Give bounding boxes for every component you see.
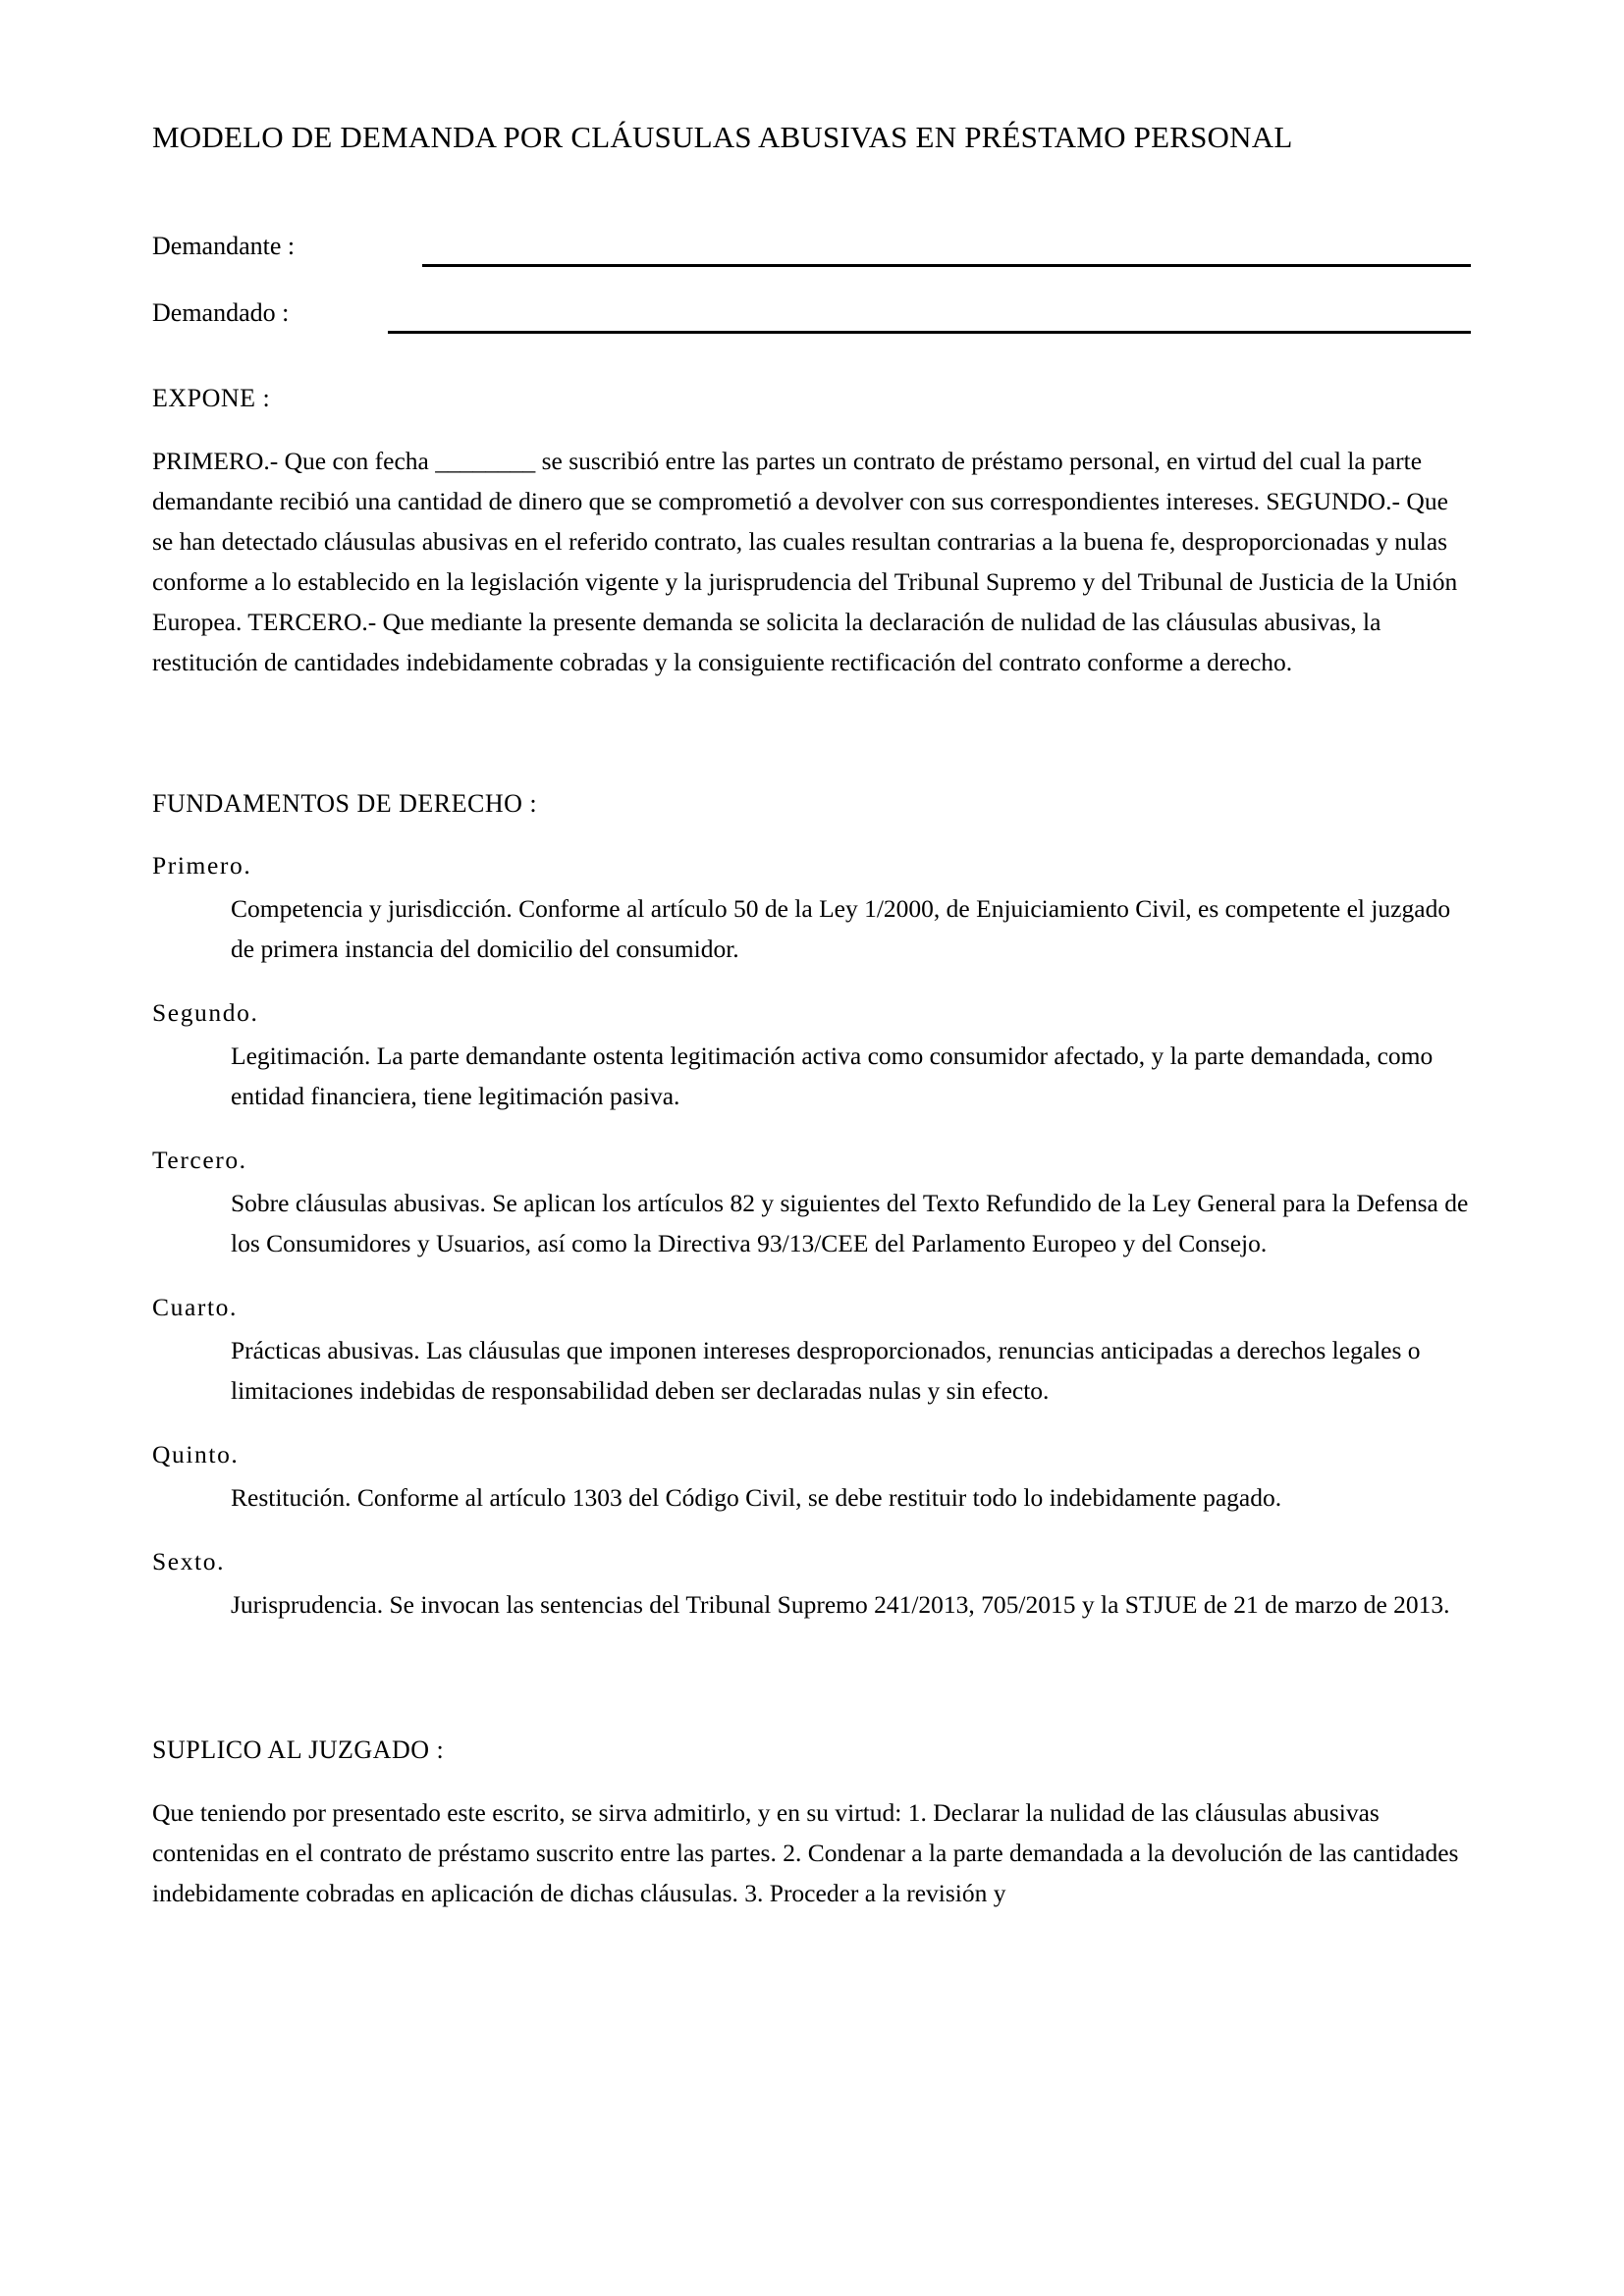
fundamento-text: Sobre cláusulas abusivas. Se aplican los artículos 82 y siguientes del Texto Refundido de la Ley General para la Defensa de los Consumidores y Usuarios, así como la Directiva 93/13/CEE del Parlamento Europeo y del Consejo.	[231, 1188, 1469, 1257]
demandado-row	[152, 285, 1473, 334]
fundamento-text: Jurisprudencia. Se invocan las sentencias del Tribunal Supremo 241/2013, 705/2015 y la STJUE de 21 de marzo de 2013.	[231, 1589, 1450, 1619]
demandado-label: Demandado :	[152, 298, 290, 328]
fundamento-item	[152, 1543, 1473, 1625]
demandante-label: Demandante :	[152, 232, 296, 261]
demandante-fill-line[interactable]	[422, 264, 1471, 267]
fundamento-ordinal: Primero.	[152, 850, 252, 880]
fundamento-ordinal: Tercero.	[152, 1145, 247, 1174]
fundamento-text: Prácticas abusivas. Las cláusulas que imponen intereses desproporcionados, renuncias anticipadas a derechos legales o limitaciones indebidas de responsabilidad deben ser declaradas nulas y sin efecto.	[231, 1335, 1421, 1405]
fundamento-text: Legitimación. La parte demandante ostenta legitimación activa como consumidor afectado, y la parte demandada, como entidad financiera, tiene legitimación pasiva.	[231, 1041, 1434, 1110]
fundamento-ordinal: Cuarto.	[152, 1292, 238, 1321]
fundamento-item	[152, 994, 1473, 1116]
fundamento-ordinal: Segundo.	[152, 997, 259, 1027]
suplico-heading: SUPLICO AL JUZGADO :	[152, 1735, 445, 1764]
fundamento-item	[152, 1142, 1473, 1263]
expone-body: PRIMERO.- Que con fecha ________ se suscribió entre las partes un contrato de préstamo personal, en virtud del cual la parte demandante recibió una cantidad de dinero que se comprometió a devolver con sus correspondientes intereses. SEGUNDO.- Que se han detectado cláusulas abusivas en el referido contrato, las cuales resultan contrarias a la buena fe, desproporcionadas y nulas conforme a lo establecido en la legislación vigente y la jurisprudencia del Tribunal Supremo y del Tribunal de Justicia de la Unión Europea. TERCERO.- Que mediante la presente demanda se solicita la declaración de nulidad de las cláusulas abusivas, la restitución de cantidades indebidamente cobradas y la consiguiente rectificación del contrato conforme a derecho.	[152, 447, 1458, 677]
suplico-section	[152, 1735, 1473, 1913]
fundamento-item	[152, 1289, 1473, 1411]
fundamento-ordinal: Sexto.	[152, 1546, 226, 1575]
expone-heading: EXPONE :	[152, 384, 271, 413]
page-title: MODELO DE DEMANDA POR CLÁUSULAS ABUSIVAS EN PRÉSTAMO PERSONAL	[152, 120, 1293, 154]
fundamento-item	[152, 1436, 1473, 1518]
fundamentos-heading: FUNDAMENTOS DE DERECHO :	[152, 789, 538, 819]
party-fields	[152, 218, 1473, 334]
suplico-body: Que teniendo por presentado este escrito, se sirva admitirlo, y en su virtud: 1. Declarar la nulidad de las cláusulas abusivas contenidas en el contrato de préstamo suscrito entre las partes. 2. Condenar a la parte demandada a la devolución de las cantidades indebidamente cobradas en aplicación de dichas cláusulas. 3. Proceder a la revisión y	[152, 1797, 1459, 1907]
fundamento-ordinal: Quinto.	[152, 1439, 240, 1468]
document-content	[152, 0, 1473, 1913]
fundamentos-section	[152, 788, 1473, 1624]
fundamento-text: Competencia y jurisdicción. Conforme al artículo 50 de la Ley 1/2000, de Enjuiciamiento Civil, es competente el juzgado de primera instancia del domicilio del consumidor.	[231, 893, 1451, 963]
fundamento-item	[152, 847, 1473, 969]
fundamento-text: Restitución. Conforme al artículo 1303 del Código Civil, se debe restituir todo lo indebidamente pagado.	[231, 1482, 1282, 1512]
demandado-fill-line[interactable]	[388, 331, 1471, 334]
demandante-row	[152, 218, 1473, 267]
